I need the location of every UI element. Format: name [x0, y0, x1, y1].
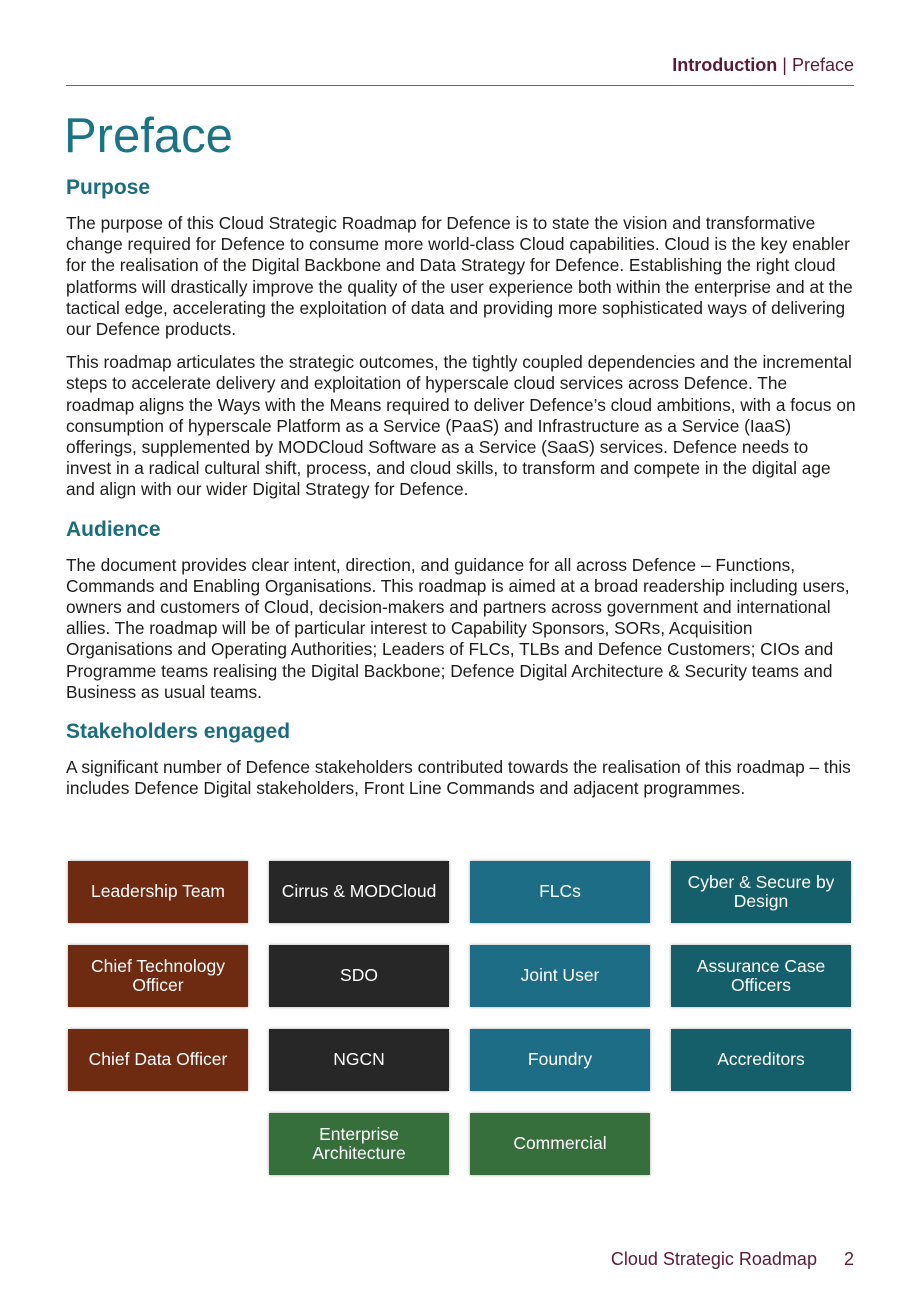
stakeholder-box: Foundry — [470, 1029, 650, 1091]
stakeholders-section — [66, 720, 856, 799]
page-title: Preface — [64, 109, 233, 163]
audience-paragraph: The document provides clear intent, direction, and guidance for all across Defence – Functions, Commands and Enabling Organisations. This roadmap is aimed at a broad readership including users, owners and customers of Cloud, decision-makers and partners across government and international allies. The roadmap will be of particular interest to Capability Sponsors, SORs, Acquisition Organisations and Operating Authorities; Leaders of FLCs, TLBs and Defence Customers; CIOs and Programme teams realising the Digital Backbone; Defence Digital Architecture & Security teams and Business as usual teams. — [66, 554, 850, 702]
audience-heading: Audience — [66, 517, 161, 541]
page-header — [66, 55, 854, 86]
stakeholder-box: NGCN — [269, 1029, 449, 1091]
stakeholders-heading: Stakeholders engaged — [66, 720, 291, 744]
stakeholder-box: FLCs — [470, 861, 650, 923]
stakeholder-box: Joint User — [470, 945, 650, 1007]
page-number: 2 — [843, 1249, 854, 1269]
stakeholder-box: Assurance Case Officers — [671, 945, 851, 1007]
header-section: Introduction — [672, 55, 778, 75]
stakeholder-box: Cyber & Secure by Design — [671, 861, 851, 923]
header-subsection: Preface — [791, 55, 854, 75]
header-separator: | — [782, 55, 787, 75]
stakeholder-box: Accreditors — [671, 1029, 851, 1091]
footer-doc-title: Cloud Strategic Roadmap — [610, 1249, 817, 1269]
audience-section — [66, 518, 856, 703]
purpose-paragraph-2: This roadmap articulates the strategic outcomes, the tightly coupled dependencies and the incremental steps to accelerate delivery and exploitation of hyperscale cloud services across Defence. The roadmap aligns the Ways with the Means required to deliver Defence’s cloud ambitions, with a focus on consumption of hyperscale Platform as a Service (PaaS) and Infrastructure as a Service (IaaS) offerings, supplemented by MODCloud Software as a Service (SaaS) services. Defence needs to invest in a radical cultural shift, process, and cloud skills, to transform and compete in the digital age and align with our wider Digital Strategy for Defence. — [66, 352, 856, 500]
stakeholder-box: Cirrus & MODCloud — [269, 861, 449, 923]
purpose-heading: Purpose — [66, 176, 151, 199]
page-footer — [611, 1249, 854, 1270]
stakeholder-box: Enterprise Architecture — [269, 1113, 449, 1175]
main-content — [66, 176, 856, 816]
purpose-section — [66, 176, 856, 501]
stakeholder-box: Chief Technology Officer — [68, 945, 248, 1007]
purpose-paragraph-1: The purpose of this Cloud Strategic Roadmap for Defence is to state the vision and transformative change required for Defence to consume more world-class Cloud capabilities. Cloud is the key enabler for the realisation of the Digital Backbone and Data Strategy for Defence. Establishing the right cloud platforms will drastically improve the quality of the user experience both within the enterprise and at the tactical edge, accelerating the exploitation of data and providing more sophisticated ways of delivering our Defence products. — [66, 213, 853, 340]
stakeholders-paragraph: A significant number of Defence stakeholders contributed towards the realisation of this roadmap – this includes Defence Digital stakeholders, Front Line Commands and adjacent programmes. — [66, 757, 851, 799]
stakeholder-box: SDO — [269, 945, 449, 1007]
stakeholder-box: Commercial — [470, 1113, 650, 1175]
stakeholder-box: Chief Data Officer — [68, 1029, 248, 1091]
stakeholder-box: Leadership Team — [68, 861, 248, 923]
